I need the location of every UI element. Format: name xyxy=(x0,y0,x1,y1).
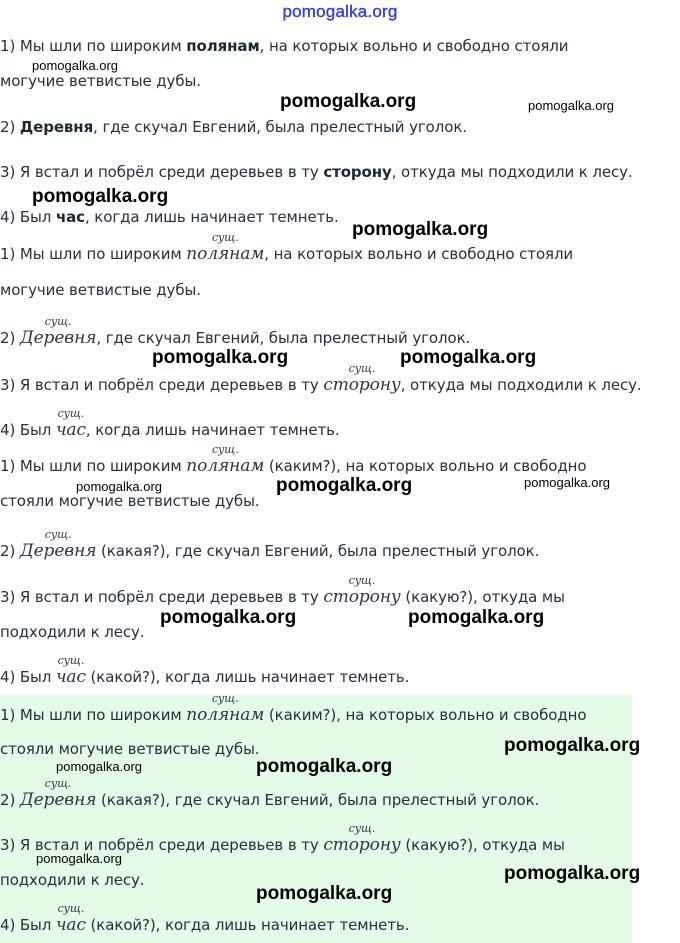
watermark: pomogalka.org xyxy=(56,759,142,774)
watermark: pomogalka.org xyxy=(280,91,417,112)
noun-italic: сущ. полянам xyxy=(186,231,265,264)
noun-label: сущ. xyxy=(211,231,239,244)
v2-sentence-3: 3) Я встал и побрёл среди деревьев в ту сущ. сторону, откуда мы подходили к лесу. xyxy=(0,362,642,395)
watermark: pomogalka.org xyxy=(504,863,641,884)
noun-label: сущ. xyxy=(348,574,376,587)
v4-sentence-4: 4) Был сущ. час (какой?), когда лишь начинает темнеть. xyxy=(0,902,410,935)
v1-sentence-3: 3) Я встал и побрёл среди деревьев в ту сторону, откуда мы подходили к лесу. xyxy=(0,163,633,181)
watermark: pomogalka.org xyxy=(36,851,122,866)
watermark: pomogalka.org xyxy=(528,98,614,113)
noun-bold: час xyxy=(55,208,85,226)
watermark: pomogalka.org xyxy=(32,186,169,207)
v2-sentence-4: 4) Был сущ. час, когда лишь начинает темнеть. xyxy=(0,407,340,440)
noun-italic: сущ. сторону xyxy=(323,574,401,607)
v4-sentence-2: 2) сущ. Деревня (какая?), где скучал Евгений, была прелестный уголок. xyxy=(0,777,540,810)
noun-label: сущ. xyxy=(44,528,72,541)
noun-bold: сторону xyxy=(323,163,392,181)
noun-italic: сущ. сторону xyxy=(323,362,401,395)
noun-label: сущ. xyxy=(348,362,376,375)
noun-italic: сущ. час xyxy=(55,407,86,440)
v1-sentence-1: 1) Мы шли по широким полянам, на которых вольно и свободно стояли xyxy=(0,37,569,55)
noun-italic: сущ. сторону xyxy=(323,822,401,855)
noun-label: сущ. xyxy=(211,692,239,705)
noun-bold: полянам xyxy=(186,37,260,55)
noun-label: сущ. xyxy=(348,822,376,835)
watermark: pomogalka.org xyxy=(276,475,413,496)
noun-label: сущ. xyxy=(57,902,85,915)
noun-italic: сущ. Деревня xyxy=(19,777,97,810)
v3-sentence-3: 3) Я встал и побрёл среди деревьев в ту сущ. сторону (какую?), откуда мы xyxy=(0,574,565,607)
noun-italic: сущ. Деревня xyxy=(19,528,97,561)
watermark: pomogalka.org xyxy=(524,475,610,490)
v1-sentence-4: 4) Был час, когда лишь начинает темнеть. xyxy=(0,208,339,226)
noun-italic: сущ. час xyxy=(55,654,86,687)
watermark: pomogalka.org xyxy=(32,58,118,73)
noun-label: сущ. xyxy=(211,443,239,456)
v3-sentence-3-cont: подходили к лесу. xyxy=(0,623,145,641)
noun-bold: Деревня xyxy=(19,118,94,136)
v2-sentence-1-cont: могучие ветвистые дубы. xyxy=(0,281,201,299)
v4-sentence-1-cont: стояли могучие ветвистые дубы. xyxy=(0,740,260,758)
noun-label: сущ. xyxy=(44,315,72,328)
v4-sentence-3-cont: подходили к лесу. xyxy=(0,871,145,889)
watermark: pomogalka.org xyxy=(256,756,393,777)
noun-label: сущ. xyxy=(57,654,85,667)
noun-label: сущ. xyxy=(44,777,72,790)
v1-sentence-1-cont: могучие ветвистые дубы. xyxy=(0,72,201,90)
v3-sentence-2: 2) сущ. Деревня (какая?), где скучал Евгений, была прелестный уголок. xyxy=(0,528,540,561)
noun-italic: сущ. полянам xyxy=(186,692,265,725)
noun-italic: сущ. час xyxy=(55,902,86,935)
watermark: pomogalka.org xyxy=(76,479,162,494)
noun-italic: сущ. Деревня xyxy=(19,315,97,348)
noun-label: сущ. xyxy=(57,407,85,420)
v3-sentence-4: 4) Был сущ. час (какой?), когда лишь начинает темнеть. xyxy=(0,654,410,687)
v3-sentence-1-cont: стояли могучие ветвистые дубы. xyxy=(0,492,260,510)
highlighted-answer-block xyxy=(0,692,632,943)
v3-sentence-1: 1) Мы шли по широким сущ. полянам (каким?), на которых вольно и свободно xyxy=(0,443,587,476)
v4-sentence-3: 3) Я встал и побрёл среди деревьев в ту сущ. сторону (какую?), откуда мы xyxy=(0,822,565,855)
watermark: pomogalka.org xyxy=(400,347,537,368)
v2-sentence-1: 1) Мы шли по широким сущ. полянам, на которых вольно и свободно стояли xyxy=(0,231,574,264)
site-header: pomogalka.org xyxy=(282,2,398,21)
watermark: pomogalka.org xyxy=(256,883,393,904)
watermark: pomogalka.org xyxy=(352,219,489,240)
v4-sentence-1: 1) Мы шли по широким сущ. полянам (каким?), на которых вольно и свободно xyxy=(0,692,587,725)
watermark: pomogalka.org xyxy=(504,735,641,756)
watermark: pomogalka.org xyxy=(408,607,545,628)
watermark: pomogalka.org xyxy=(160,607,297,628)
noun-italic: сущ. полянам xyxy=(186,443,265,476)
watermark: pomogalka.org xyxy=(152,347,289,368)
v2-sentence-2: 2) сущ. Деревня, где скучал Евгений, была прелестный уголок. xyxy=(0,315,471,348)
v1-sentence-2: 2) Деревня, где скучал Евгений, была прелестный уголок. xyxy=(0,118,467,136)
